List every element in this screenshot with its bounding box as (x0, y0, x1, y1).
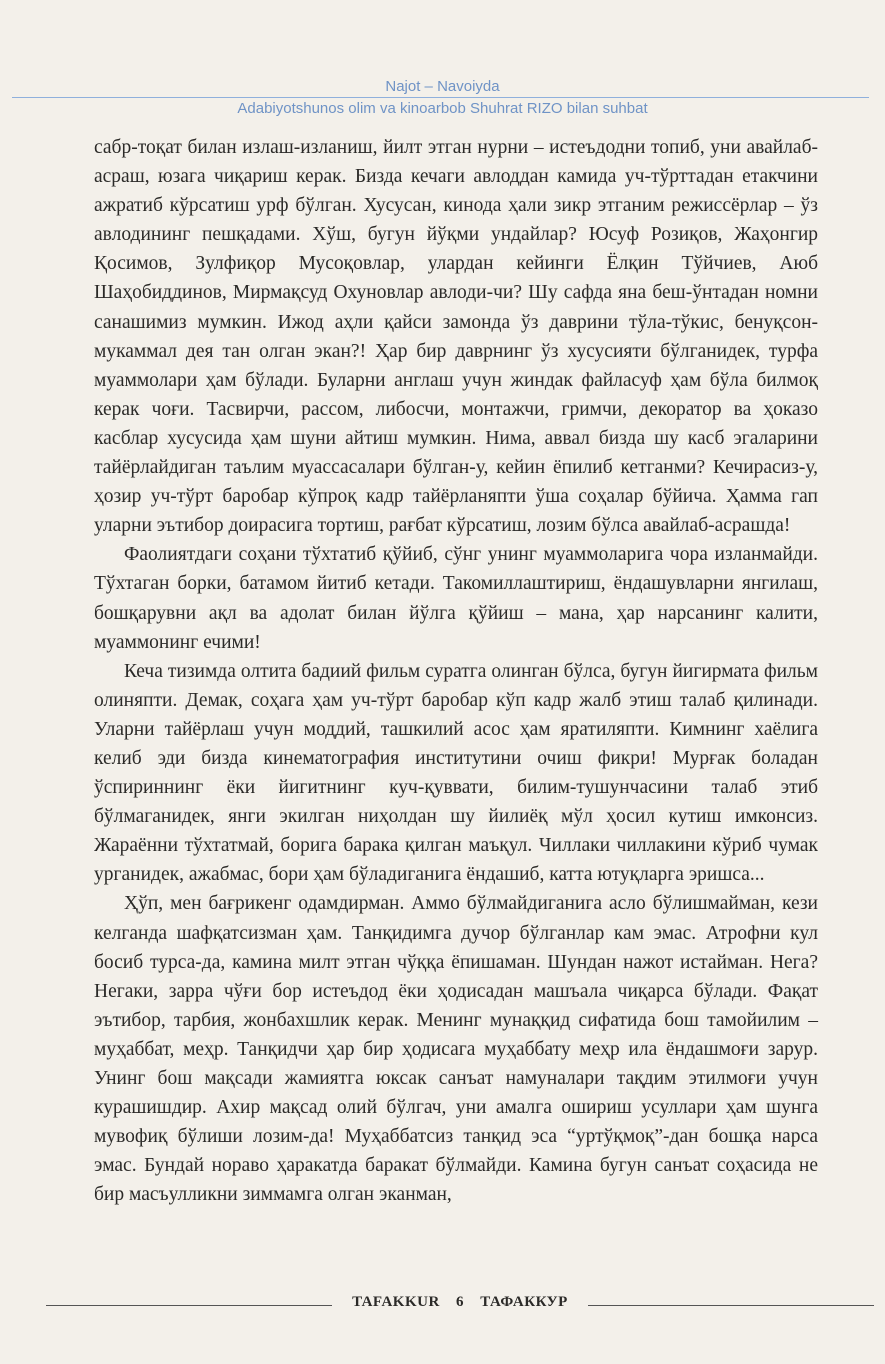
footer-journal-latin: TAFAKKUR (352, 1294, 440, 1310)
header-rule (12, 97, 869, 98)
paragraph: Кеча тизимда олтита бадиий фильм суратга олинган бўлса, бугун йигирмата фильм олиняпти. Демак, соҳага ҳам уч-тўрт баробар кўп кадр жалб этиш талаб қилинади. Уларни тайёрлаш учун моддий, ташкилий асос ҳам яратиляпти. Кимнинг хаёлига келиб эди бизда кинематография институтини очиш фикри! Мурғак боладан ўспириннинг ёки йигитнинг куч-қуввати, билим-тушунчасини талаб этиб бўлмаганидек, янги экилган ниҳолдан шу йилиёқ мўл ҳосил кутиш имконсиз. Жараённи тўхтатмай, борига барака қилган маъқул. Чиллаки чиллакини кўриб чумак урганидек, ажабмас, бори ҳам бўладиганига ёндашиб, катта ютуқларга эришса... (94, 660, 818, 886)
paragraph: Фаолиятдаги соҳани тўхтатиб қўйиб, сўнг унинг муаммоларига чора изланмайди. Тўхтаган борки, батамом йитиб кетади. Такомиллаштириш, ёндашувларни янгилаш, бошқарувни ақл ва адолат билан йўлга қўйиш – мана, ҳар нарсанинг калити, муаммонинг ечими! (94, 544, 818, 653)
header-subtitle: Adabiyotshunos olim va kinoarbob Shuhrat RIZO bilan suhbat (237, 100, 648, 117)
footer-journal-cyrillic: ТАФАККУР (480, 1294, 568, 1310)
footer-label (338, 1294, 582, 1311)
paragraph: Ҳўп, мен бағрикенг одамдирман. Аммо бўлмайдиганига асло бўлишмайман, кези келганда шафқатсизман ҳам. Танқидимга дучор бўлганлар кам эмас. Атрофни кул босиб турса-да, камина милт этган чўққа ёпишаман. Шундан нажот истайман. Нега? Негаки, зарра чўғи бор истеъдод ёки ҳодисадан машъала чиқарса бўлади. Фақат эътибор, тарбия, жонбахшлик керак. Менинг мунаққид сифатида бош тамойилим – муҳаббат, меҳр. Танқидчи ҳар бир ҳодисага муҳаббату меҳр ила ёндашмоғи зарур. Унинг бош мақсади жамиятга юксак санъат намуналари тақдим этилмоғи учун курашишдир. Ахир мақсад олий бўлгач, уни амалга ошириш усуллари ҳам шунга мувофиқ бўлиши лозим-да! Муҳаббатсиз танқид эса “уртўқмоқ”-дан бошқа нарса эмас. Бундай нораво ҳаракатда баракат бўлмайди. Камина бугун санъат соҳасида не бир масъулликни зиммамга олган эканман, (94, 893, 818, 1206)
article-body (94, 133, 818, 1209)
footer-rule-left (46, 1305, 332, 1306)
footer-rule-right (588, 1305, 874, 1306)
running-header (0, 78, 885, 96)
paragraph: сабр-тоқат билан излаш-изланиш, йилт этган нурни – истеъдодни топиб, уни авайлаб-асраш, юзага чиқариш керак. Бизда кечаги авлоддан камида уч-тўрттадан етакчини ажратиб кўрсатиш урф бўлган. Хусусан, кинода ҳали зикр этганим режиссёрлар – ўз авлодининг пешқадами. Хўш, бугун йўқми ундайлар? Юсуф Розиқов, Жаҳонгир Қосимов, Зулфиқор Мусоқовлар, улардан кейинги Ёлқин Тўйчиев, Аюб Шаҳобиддинов, Мирмақсуд Охуновлар авлоди-чи? Шу сафда яна беш-ўнтадан номни санашимиз мумкин. Ижод аҳли қайси замонда ўз даврини тўла-тўкис, бенуқсон-мукаммал дея тан олган экан?! Ҳар бир даврнинг ўз хусусияти бўлганидек, турфа муаммолари ҳам бўлади. Буларни англаш учун жиндак файласуф ҳам бўла билмоқ керак чоғи. Тасвирчи, рассом, либосчи, монтажчи, гримчи, декоратор ва ҳоказо касблар хусусида ҳам шуни айтиш мумкин. Нима, аввал бизда шу касб эгаларини тайёрлайдиган таълим муассасалари бўлган-у, кейин ёпилиб кетганми? Кечирасиз-у, ҳозир уч-тўрт баробар кўпроқ кадр тайёрланяпти ўша соҳалар бўйича. Ҳамма гап уларни эътибор доирасига тортиш, рағбат кўрсатиш, лозим бўлса авайлаб-асрашда! (94, 137, 818, 537)
page-footer (0, 1294, 885, 1318)
header-title: Najot – Navoiyda (385, 78, 500, 95)
page-number: 6 (456, 1294, 465, 1310)
